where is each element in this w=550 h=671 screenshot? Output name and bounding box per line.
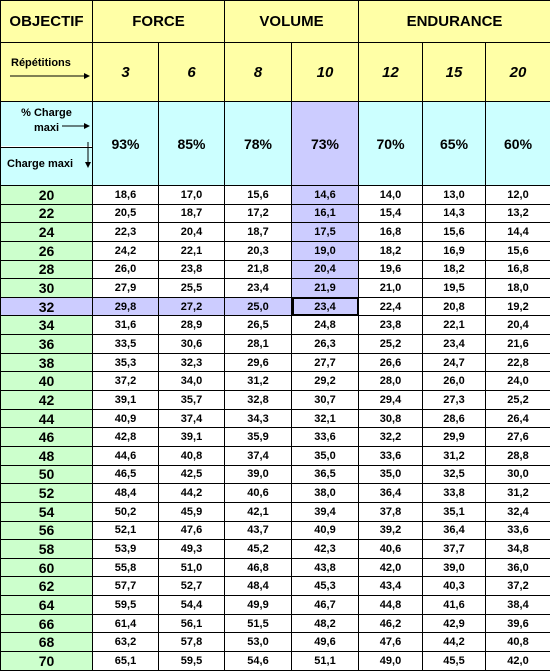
charge-value-cell: 38,0 [292,484,359,503]
charge-value-cell: 24,8 [292,316,359,335]
charge-value-cell: 57,7 [93,577,159,596]
force-header: FORCE [93,1,225,43]
charge-value-cell: 36,4 [423,521,486,540]
charge-value-cell: 26,0 [423,372,486,391]
table-row [1,335,550,354]
charge-maxi-cell: 54 [1,502,93,521]
charge-value-cell: 36,4 [359,484,423,503]
charge-value-cell: 44,6 [93,446,159,465]
charge-value-cell: 45,3 [292,577,359,596]
charge-value-cell: 35,0 [359,465,423,484]
pct-value: 60% [486,102,550,186]
charge-value-cell: 39,2 [359,521,423,540]
table-row [1,652,550,671]
charge-value-cell: 13,2 [486,204,550,223]
charge-value-cell: 12,0 [486,186,550,205]
charge-value-cell: 22,4 [359,297,423,316]
charge-value-cell: 39,0 [423,558,486,577]
charge-value-cell: 26,4 [486,409,550,428]
charge-maxi-cell: 30 [1,279,93,298]
charge-value-cell: 31,6 [93,316,159,335]
table-row [1,316,550,335]
charge-value-cell: 26,6 [359,353,423,372]
pct-value: 93% [93,102,159,186]
table-row [1,372,550,391]
charge-value-cell: 21,0 [359,279,423,298]
charge-value-cell: 20,8 [423,297,486,316]
table-row [1,614,550,633]
charge-maxi-cell: 48 [1,446,93,465]
charge-maxi-cell: 70 [1,652,93,671]
charge-value-cell: 18,0 [486,279,550,298]
charge-value-cell: 26,5 [225,316,292,335]
table-row [1,428,550,447]
charge-value-cell: 46,8 [225,558,292,577]
charge-value-cell: 59,5 [93,596,159,615]
endurance-header: ENDURANCE [359,1,550,43]
charge-value-cell: 20,4 [159,223,225,242]
charge-value-cell: 40,3 [423,577,486,596]
charge-value-cell: 41,6 [423,596,486,615]
charge-value-cell: 37,2 [93,372,159,391]
charge-value-cell: 42,0 [359,558,423,577]
charge-maxi-cell: 64 [1,596,93,615]
charge-value-cell: 33,5 [93,335,159,354]
pct-charge-label: % Charge maxi [1,102,92,146]
charge-value-cell: 56,1 [159,614,225,633]
charge-value-cell: 40,9 [93,409,159,428]
charge-value-cell: 33,6 [486,521,550,540]
charge-value-cell: 30,8 [359,409,423,428]
charge-value-cell: 17,5 [292,223,359,242]
charge-value-cell: 23,8 [359,316,423,335]
charge-value-cell: 59,5 [159,652,225,671]
charge-value-cell: 22,3 [93,223,159,242]
table-row [1,558,550,577]
charge-value-cell: 38,4 [486,596,550,615]
pct-value: 70% [359,102,423,186]
charge-value-cell: 57,8 [159,633,225,652]
rep-value: 12 [359,43,423,102]
charge-maxi-cell: 56 [1,521,93,540]
charge-maxi-cell: 58 [1,540,93,559]
charge-value-cell: 24,2 [93,241,159,260]
charge-value-cell: 31,2 [225,372,292,391]
pct-value: 73% [292,102,359,186]
charge-value-cell: 34,8 [486,540,550,559]
charge-value-cell: 48,2 [292,614,359,633]
charge-maxi-cell: 44 [1,409,93,428]
charge-value-cell: 51,0 [159,558,225,577]
charge-value-cell: 54,6 [225,652,292,671]
pct-value: 85% [159,102,225,186]
charge-value-cell: 15,6 [486,241,550,260]
charge-value-cell: 33,6 [292,428,359,447]
charge-value-cell: 30,6 [159,335,225,354]
charge-value-cell: 16,8 [486,260,550,279]
charge-maxi-cell: 32 [1,297,93,316]
charge-value-cell: 18,6 [93,186,159,205]
charge-value-cell: 23,8 [159,260,225,279]
charge-value-cell: 39,0 [225,465,292,484]
charge-value-cell: 40,8 [159,446,225,465]
table-row [1,241,550,260]
table-row [1,223,550,242]
rep-value: 3 [93,43,159,102]
charge-maxi-cell: 66 [1,614,93,633]
charge-value-cell: 35,0 [292,446,359,465]
charge-value-cell: 54,4 [159,596,225,615]
charge-value-cell: 46,7 [292,596,359,615]
charge-maxi-cell: 50 [1,465,93,484]
charge-value-cell: 37,2 [486,577,550,596]
charge-value-cell: 42,1 [225,502,292,521]
charge-value-cell: 53,9 [93,540,159,559]
charge-value-cell: 25,2 [486,391,550,410]
charge-maxi-cell: 28 [1,260,93,279]
charge-value-cell: 18,2 [359,241,423,260]
rep-value: 20 [486,43,550,102]
charge-value-cell: 15,6 [423,223,486,242]
charge-value-cell: 15,6 [225,186,292,205]
charge-value-cell: 63,2 [93,633,159,652]
charge-value-cell: 34,3 [225,409,292,428]
charge-value-cell: 22,8 [486,353,550,372]
charge-value-cell: 23,4 [292,297,359,316]
charge-value-cell: 40,9 [292,521,359,540]
charge-value-cell: 49,0 [359,652,423,671]
charge-value-cell: 51,5 [225,614,292,633]
charge-value-cell: 35,9 [225,428,292,447]
table-row [1,391,550,410]
charge-value-cell: 23,4 [225,279,292,298]
objectif-header: OBJECTIF [1,1,93,43]
charge-value-cell: 37,7 [423,540,486,559]
charge-value-cell: 32,8 [225,391,292,410]
charge-value-cell: 39,4 [292,502,359,521]
charge-value-cell: 27,2 [159,297,225,316]
charge-value-cell: 45,5 [423,652,486,671]
pct-charge-header-cell [1,102,93,186]
table-row [1,297,550,316]
charge-value-cell: 22,1 [423,316,486,335]
charge-maxi-cell: 22 [1,204,93,223]
charge-value-cell: 32,5 [423,465,486,484]
table-row [1,186,550,205]
table-row [1,446,550,465]
charge-value-cell: 37,8 [359,502,423,521]
charge-value-cell: 53,0 [225,633,292,652]
charge-maxi-cell: 20 [1,186,93,205]
charge-value-cell: 39,1 [159,428,225,447]
charge-maxi-cell: 60 [1,558,93,577]
volume-header: VOLUME [225,1,359,43]
charge-value-cell: 47,6 [159,521,225,540]
charge-value-cell: 44,8 [359,596,423,615]
charge-value-cell: 34,0 [159,372,225,391]
charge-value-cell: 20,5 [93,204,159,223]
charge-value-cell: 45,2 [225,540,292,559]
charge-maxi-cell: 68 [1,633,93,652]
charge-maxi-cell: 46 [1,428,93,447]
charge-value-cell: 47,6 [359,633,423,652]
charge-value-cell: 31,2 [486,484,550,503]
table-row [1,204,550,223]
charge-value-cell: 42,8 [93,428,159,447]
charge-value-cell: 35,1 [423,502,486,521]
charge-value-cell: 22,1 [159,241,225,260]
table-row [1,596,550,615]
charge-value-cell: 46,2 [359,614,423,633]
charge-value-cell: 40,6 [359,540,423,559]
charge-value-cell: 45,9 [159,502,225,521]
charge-value-cell: 29,8 [93,297,159,316]
charge-value-cell: 44,2 [159,484,225,503]
charge-value-cell: 29,2 [292,372,359,391]
charge-maxi-cell: 34 [1,316,93,335]
charge-value-cell: 21,6 [486,335,550,354]
percentage-row [1,102,550,186]
rep-value: 15 [423,43,486,102]
charge-maxi-cell: 52 [1,484,93,503]
group-header-row [1,1,550,43]
charge-value-cell: 14,3 [423,204,486,223]
charge-value-cell: 32,3 [159,353,225,372]
charge-value-cell: 28,6 [423,409,486,428]
charge-value-cell: 40,8 [486,633,550,652]
charge-value-cell: 18,2 [423,260,486,279]
charge-value-cell: 21,8 [225,260,292,279]
charge-value-cell: 15,4 [359,204,423,223]
charge-value-cell: 42,5 [159,465,225,484]
table-row [1,540,550,559]
charge-value-cell: 23,4 [423,335,486,354]
charge-maxi-cell: 62 [1,577,93,596]
charge-value-cell: 14,4 [486,223,550,242]
charge-value-cell: 24,0 [486,372,550,391]
charge-value-cell: 18,7 [159,204,225,223]
rep-value: 10 [292,43,359,102]
table-row [1,409,550,428]
charge-value-cell: 42,0 [486,652,550,671]
charge-value-cell: 29,4 [359,391,423,410]
charge-value-cell: 27,6 [486,428,550,447]
charge-value-cell: 50,2 [93,502,159,521]
charge-value-cell: 52,1 [93,521,159,540]
charge-value-cell: 16,8 [359,223,423,242]
charge-value-cell: 49,9 [225,596,292,615]
table-row [1,502,550,521]
charge-value-cell: 19,2 [486,297,550,316]
charge-value-cell: 20,4 [486,316,550,335]
charge-value-cell: 27,7 [292,353,359,372]
charge-value-cell: 16,1 [292,204,359,223]
charge-maxi-cell: 42 [1,391,93,410]
charge-value-cell: 21,9 [292,279,359,298]
charge-value-cell: 18,7 [225,223,292,242]
charge-value-cell: 37,4 [159,409,225,428]
charge-value-cell: 16,9 [423,241,486,260]
table-row [1,577,550,596]
charge-value-cell: 49,3 [159,540,225,559]
charge-value-cell: 30,7 [292,391,359,410]
charge-value-cell: 25,0 [225,297,292,316]
charge-value-cell: 55,8 [93,558,159,577]
pct-value: 65% [423,102,486,186]
charge-value-cell: 39,1 [93,391,159,410]
charge-value-cell: 14,0 [359,186,423,205]
charge-maxi-cell: 38 [1,353,93,372]
table-row [1,279,550,298]
charge-value-cell: 20,3 [225,241,292,260]
rep-value: 6 [159,43,225,102]
charge-value-cell: 39,6 [486,614,550,633]
charge-value-cell: 44,2 [423,633,486,652]
charge-value-cell: 36,0 [486,558,550,577]
charge-value-cell: 27,9 [93,279,159,298]
charge-value-cell: 48,4 [93,484,159,503]
charge-value-cell: 29,6 [225,353,292,372]
table-row [1,633,550,652]
charge-value-cell: 20,4 [292,260,359,279]
charge-value-cell: 65,1 [93,652,159,671]
charge-value-cell: 33,8 [423,484,486,503]
table-row [1,353,550,372]
charge-value-cell: 29,9 [423,428,486,447]
charge-maxi-label: Charge maxi [1,147,92,185]
charge-value-cell: 43,4 [359,577,423,596]
charge-maxi-cell: 40 [1,372,93,391]
charge-value-cell: 28,8 [486,446,550,465]
charge-value-cell: 52,7 [159,577,225,596]
charge-value-cell: 25,2 [359,335,423,354]
charge-value-cell: 35,7 [159,391,225,410]
charge-value-cell: 28,9 [159,316,225,335]
table-row [1,260,550,279]
charge-value-cell: 33,6 [359,446,423,465]
charge-value-cell: 31,2 [423,446,486,465]
charge-value-cell: 28,0 [359,372,423,391]
charge-value-cell: 13,0 [423,186,486,205]
rep-value: 8 [225,43,292,102]
pct-value: 78% [225,102,292,186]
repetitions-label: Répétitions [1,43,93,102]
charge-value-cell: 26,3 [292,335,359,354]
charge-value-cell: 51,1 [292,652,359,671]
charge-value-cell: 40,6 [225,484,292,503]
repetitions-row [1,43,550,102]
charge-value-cell: 43,7 [225,521,292,540]
charge-value-cell: 19,5 [423,279,486,298]
charge-value-cell: 17,0 [159,186,225,205]
charge-value-cell: 25,5 [159,279,225,298]
table-row [1,521,550,540]
charge-value-cell: 61,4 [93,614,159,633]
charge-value-cell: 37,4 [225,446,292,465]
charge-value-cell: 26,0 [93,260,159,279]
charge-value-cell: 48,4 [225,577,292,596]
charge-value-cell: 19,0 [292,241,359,260]
charge-value-cell: 43,8 [292,558,359,577]
charge-value-cell: 49,6 [292,633,359,652]
charge-value-cell: 46,5 [93,465,159,484]
charge-maxi-cell: 24 [1,223,93,242]
charge-value-cell: 30,0 [486,465,550,484]
table-row [1,484,550,503]
charge-maxi-cell: 26 [1,241,93,260]
charge-value-cell: 17,2 [225,204,292,223]
charge-value-cell: 27,3 [423,391,486,410]
charge-value-cell: 32,2 [359,428,423,447]
table-row [1,465,550,484]
charge-value-cell: 24,7 [423,353,486,372]
charge-value-cell: 36,5 [292,465,359,484]
charge-value-cell: 42,9 [423,614,486,633]
charge-value-cell: 32,4 [486,502,550,521]
charge-value-cell: 32,1 [292,409,359,428]
charge-value-cell: 42,3 [292,540,359,559]
charge-value-cell: 14,6 [292,186,359,205]
charge-value-cell: 28,1 [225,335,292,354]
charge-value-cell: 35,3 [93,353,159,372]
charge-maxi-cell: 36 [1,335,93,354]
charge-value-cell: 19,6 [359,260,423,279]
